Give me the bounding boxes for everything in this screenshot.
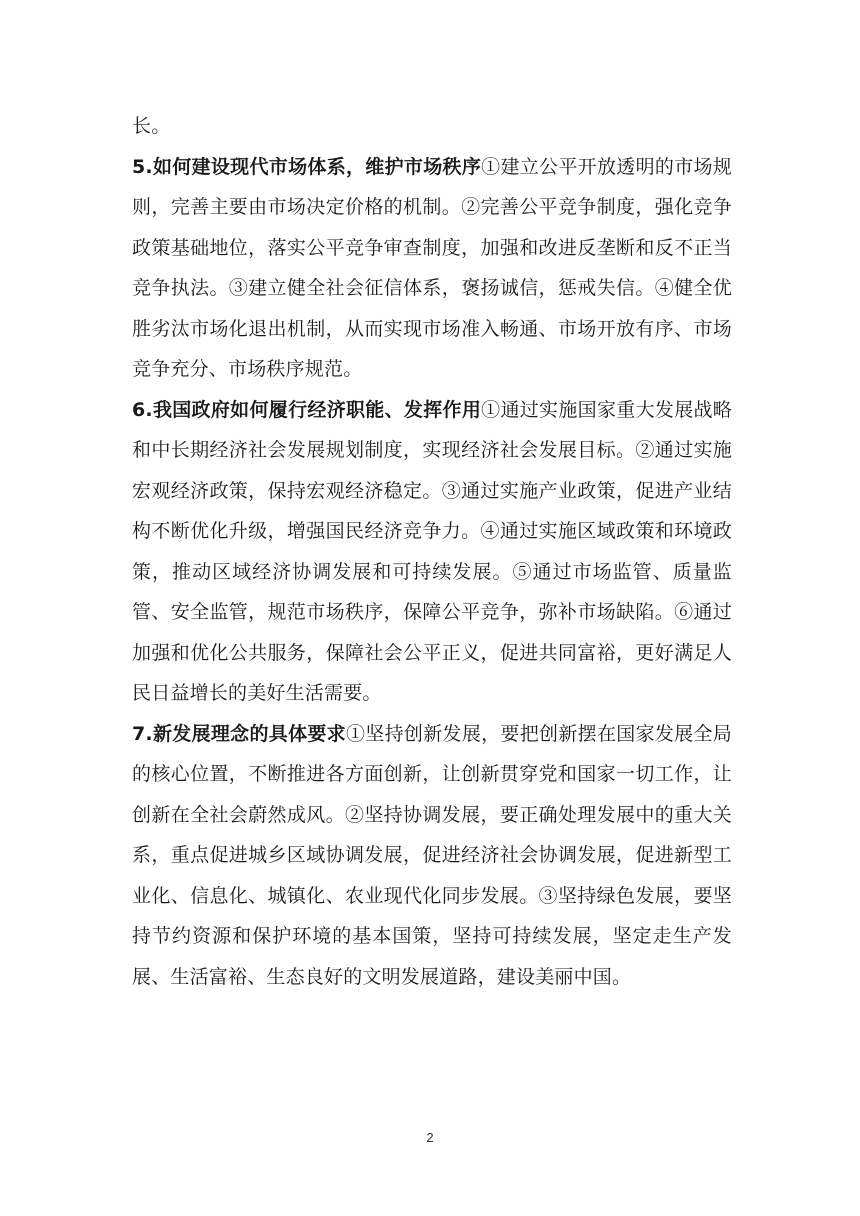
section-6 (132, 390, 732, 714)
section-5-title: 如何建设现代市场体系，维护市场秩序 (152, 155, 482, 178)
section-6-number: 6. (132, 398, 153, 421)
document-body (132, 106, 732, 997)
section-5-heading (132, 156, 481, 178)
section-6-body: ①通过实施国家重大发展战略和中长期经济社会发展规划制度，实现经济社会发展目标。②通过实施宏观经济政策，保持宏观经济稳定。③通过实施产业政策，促进产业结构不断优化升级，增强国民经济竞争力。④通过实施区域政策和环境政策，推动区域经济协调发展和可持续发展。⑤通过市场监管、质量监管、安全监管，规范市场秩序，保障公平竞争，弥补市场缺陷。⑥通过加强和优化公共服务，保障社会公平正义，促进共同富裕，更好满足人民日益增长的美好生活需要。 (132, 398, 732, 704)
section-6-heading (132, 399, 481, 421)
section-7-heading (132, 723, 346, 745)
section-7-body: ①坚持创新发展，要把创新摆在国家发展全局的核心位置，不断推进各方面创新，让创新贯穿党和国家一切工作，让创新在全社会蔚然成风。②坚持协调发展，要正确处理发展中的重大关系，重点促进城乡区域协调发展，促进经济社会协调发展，促进新型工业化、信息化、城镇化、农业现代化同步发展。③坚持绿色发展，要坚持节约资源和保护环境的基本国策，坚持可持续发展，坚定走生产发展、生活富裕、生态良好的文明发展道路，建设美丽中国。 (132, 722, 732, 988)
section-5-number: 5. (132, 155, 153, 178)
section-5 (132, 147, 732, 390)
section-6-title: 我国政府如何履行经济职能、发挥作用 (152, 398, 482, 421)
continuation-text: 长。 (132, 115, 171, 137)
section-7-title: 新发展理念的具体要求 (152, 722, 346, 745)
page-number: 2 (426, 1130, 434, 1145)
section-7 (132, 714, 732, 998)
section-5-body: ①建立公平开放透明的市场规则，完善主要由市场决定价格的机制。②完善公平竞争制度，强化竞争政策基础地位，落实公平竞争审查制度，加强和改进反垄断和反不正当竞争执法。③建立健全社会征信体系，褒扬诚信，惩戒失信。④健全优胜劣汰市场化退出机制，从而实现市场准入畅通、市场开放有序、市场竞争充分、市场秩序规范。 (132, 155, 732, 380)
section-7-number: 7. (132, 722, 153, 745)
